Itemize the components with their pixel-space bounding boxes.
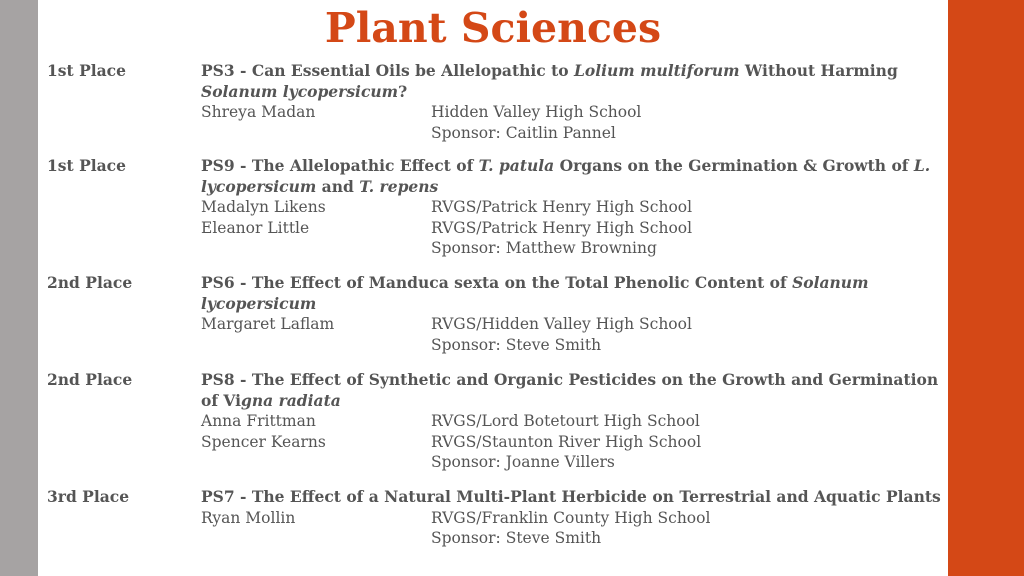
school-name: RVGS/Patrick Henry High School bbox=[431, 198, 693, 216]
place-label: 3rd Place bbox=[47, 487, 130, 506]
entry-body bbox=[201, 61, 947, 143]
student-name: Spencer Kearns bbox=[201, 432, 326, 451]
sponsor-name: Sponsor: Caitlin Pannel bbox=[431, 123, 616, 142]
species-name: Solanum lycopersicum bbox=[201, 273, 869, 313]
entry-row bbox=[201, 123, 947, 144]
species-name: L. lycopersicum bbox=[201, 156, 931, 196]
project-text: Without Harming bbox=[739, 61, 898, 80]
entry-row bbox=[201, 218, 947, 239]
project-text: PS9 - The Allelopathic Effect of bbox=[201, 156, 479, 175]
school-name: RVGS/Patrick Henry High School bbox=[431, 218, 693, 237]
project-text: and bbox=[316, 176, 360, 196]
student-name: Margaret Laflam bbox=[201, 315, 335, 333]
species-name: T. repens bbox=[359, 176, 439, 196]
school-name: RVGS/Lord Botetourt High School bbox=[431, 412, 700, 430]
species-name: T. patula bbox=[478, 156, 555, 175]
sponsor-name: Sponsor: Steve Smith bbox=[431, 529, 602, 547]
entry-body bbox=[201, 370, 947, 473]
sponsor-name: Sponsor: Joanne Villers bbox=[431, 453, 615, 471]
species-name: Solanum lycopersicum bbox=[201, 81, 399, 101]
school-name: Hidden Valley High School bbox=[431, 103, 642, 121]
entry-body bbox=[201, 273, 947, 355]
project-text: Organs on the Germination & Growth of bbox=[554, 156, 914, 175]
student-name: Ryan Mollin bbox=[201, 508, 296, 527]
place-label: 1st Place bbox=[47, 61, 126, 80]
entry-row bbox=[201, 452, 947, 473]
entry-body bbox=[201, 156, 947, 259]
project-text: ? bbox=[398, 81, 408, 101]
project-title bbox=[201, 370, 947, 411]
student-name: Anna Frittman bbox=[201, 412, 316, 430]
entry-row bbox=[201, 508, 947, 529]
project-title bbox=[201, 487, 947, 508]
entry-row bbox=[201, 411, 947, 432]
entry-row bbox=[201, 528, 947, 549]
project-title bbox=[201, 273, 947, 314]
school-name: RVGS/Franklin County High School bbox=[431, 508, 711, 527]
entry-row bbox=[201, 197, 947, 218]
place-label: 2nd Place bbox=[47, 273, 133, 292]
place-label: 2nd Place bbox=[47, 370, 133, 389]
school-name: RVGS/Staunton River High School bbox=[431, 432, 702, 451]
entry-row bbox=[201, 102, 947, 123]
student-name: Madalyn Likens bbox=[201, 198, 326, 216]
place-label: 1st Place bbox=[47, 156, 126, 175]
entry-row bbox=[201, 432, 947, 453]
entry-row bbox=[201, 314, 947, 335]
species-name: gna radiata bbox=[241, 390, 341, 410]
entry-body bbox=[201, 487, 947, 549]
project-text: PS3 - Can Essential Oils be Allelopathic to bbox=[201, 61, 574, 80]
student-name: Eleanor Little bbox=[201, 218, 310, 237]
species-name: Lolium multiforum bbox=[574, 61, 740, 80]
school-name: RVGS/Hidden Valley High School bbox=[431, 315, 692, 333]
page-title: Plant Sciences bbox=[324, 4, 662, 52]
left-decorative-bar bbox=[0, 0, 38, 576]
project-title bbox=[201, 156, 947, 197]
entry-row bbox=[201, 335, 947, 356]
project-title bbox=[201, 61, 947, 102]
entry-row bbox=[201, 238, 947, 259]
sponsor-name: Sponsor: Matthew Browning bbox=[431, 239, 657, 257]
student-name: Shreya Madan bbox=[201, 103, 316, 121]
project-text: PS7 - The Effect of a Natural Multi-Plant Herbicide on Terrestrial and Aquatic Plants bbox=[201, 487, 941, 506]
project-text: PS8 - The Effect of Synthetic and Organic Pesticides on the Growth and Germination of Vi bbox=[201, 370, 939, 410]
project-text: PS6 - The Effect of Manduca sexta on the Total Phenolic Content of bbox=[201, 273, 793, 292]
sponsor-name: Sponsor: Steve Smith bbox=[431, 335, 602, 354]
right-accent-bar bbox=[948, 0, 1024, 576]
